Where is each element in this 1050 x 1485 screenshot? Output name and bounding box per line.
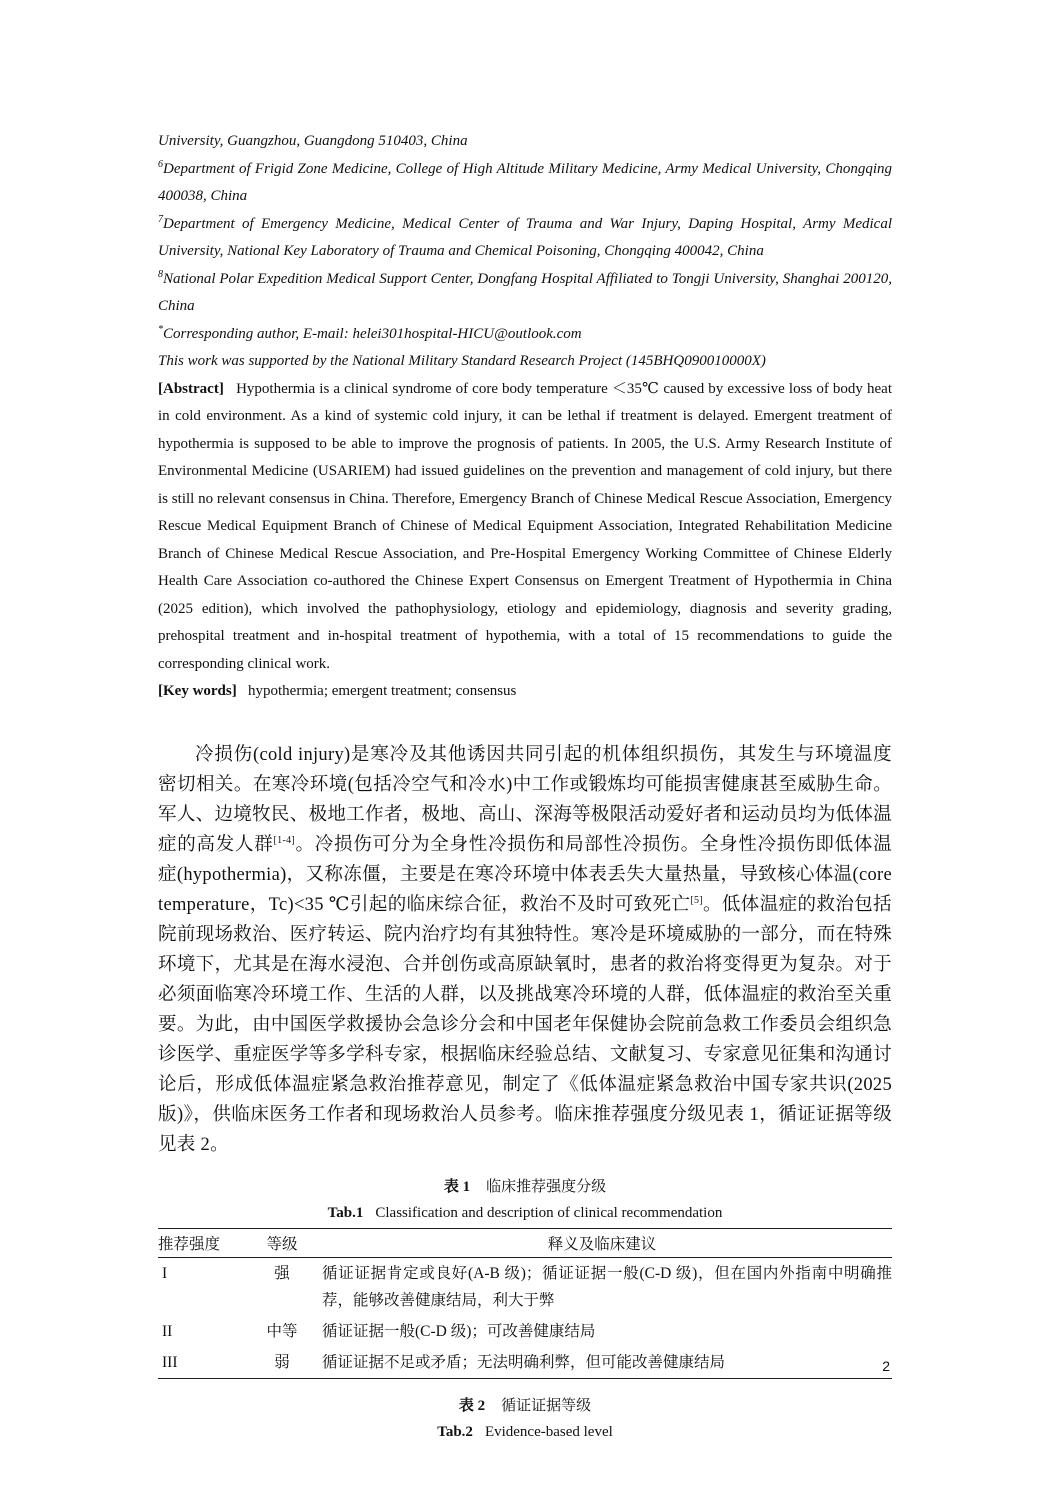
table2-caption-cn: 表 2 循证证据等级 bbox=[458, 1397, 592, 1414]
cell-strength: II bbox=[162, 1322, 173, 1340]
citation[interactable]: [5] bbox=[690, 894, 703, 906]
table-row bbox=[158, 1316, 892, 1347]
table1-caption-en: Tab.1 Classification and description of clinical recommendation bbox=[327, 1204, 723, 1221]
cell-description: 循证证据不足或矛盾；无法明确利弊，但可能改善健康结局 bbox=[312, 1347, 892, 1379]
recommendation-table bbox=[158, 1228, 892, 1379]
table-row bbox=[158, 1347, 892, 1379]
keywords-text: hypothermia; emergent treatment; consensus bbox=[248, 683, 517, 699]
keywords-label: [Key words] bbox=[158, 683, 237, 699]
abstract bbox=[158, 376, 892, 679]
citation[interactable]: [1-4] bbox=[273, 834, 296, 846]
cell-strength: III bbox=[158, 1347, 252, 1379]
cell-description: 循证证据一般(C-D 级)；可改善健康结局 bbox=[322, 1322, 596, 1340]
cell-grade: 弱 bbox=[252, 1347, 312, 1379]
table-header-row bbox=[158, 1228, 892, 1257]
affiliation-line: $^7$Department of Emergency Medicine, Medical Center of Trauma and War Injury, Daping Hospital, Army Medical University, National Key Laboratory of Trauma and Chemical Poisoning, Chongqing 400042, China bbox=[158, 213, 892, 259]
cell-grade: 中等 bbox=[266, 1322, 298, 1340]
header-strength: 推荐强度 bbox=[158, 1228, 252, 1257]
corresponding-author: *Corresponding author, E-mail: helei301hospital-HICU@outlook.com bbox=[158, 323, 582, 342]
header-description: 释义及临床建议 bbox=[312, 1228, 892, 1257]
page-number: 2 bbox=[882, 1358, 890, 1374]
table2-caption-en: Tab.2 Evidence-based level bbox=[437, 1423, 613, 1440]
page-content bbox=[158, 128, 892, 1445]
funding-note: This work was supported by the National Military Standard Research Project (145BHQ090010000X) bbox=[158, 353, 766, 369]
header-grade: 等级 bbox=[252, 1228, 312, 1257]
affiliation-line: $^8$National Polar Expedition Medical Support Center, Dongfang Hospital Affiliated to Tongji University, Shanghai 200120, China bbox=[158, 268, 892, 314]
keywords bbox=[158, 678, 892, 706]
affiliation-line: University, Guangzhou, Guangdong 510403, China bbox=[158, 133, 468, 149]
cell-description: 循证证据肯定或良好(A-B 级)；循证证据一般(C-D 级)，但在国内外指南中明确推荐，能够改善健康结局，利大于弊 bbox=[322, 1264, 892, 1309]
table1-caption-cn: 表 1 临床推荐强度分级 bbox=[443, 1178, 607, 1195]
abstract-label: [Abstract] bbox=[158, 380, 224, 397]
affiliation-line: $^6$Department of Frigid Zone Medicine, College of High Altitude Military Medicine, Army Medical University, Chongqing 400038, China bbox=[158, 158, 892, 204]
body-paragraph: 冷损伤(cold injury)是寒冷及其他诱因共同引起的机体组织损伤，其发生与环境温度密切相关。在寒冷环境(包括冷空气和冷水)中工作或锻炼均可能损害健康甚至威胁生命。军人、边境牧民、极地工作者，极地、高山、深海等极限活动爱好者和运动员均为低体温症的高发人群[1-4]。冷损伤可分为全身性冷损伤和局部性冷损伤。全身性冷损伤即低体温症(hypothermia)，又称冻僵，主要是在寒冷环境中体表丢失大量热量，导致核心体温(core temperature，Tc)<35 ℃引起的临床综合征，救治不及时可致死亡[5]。低体温症的救治包括院前现场救治、医疗转运、院内治疗均有其独特性。寒冷是环境威胁的一部分，而在特殊环境下，尤其是在海水浸泡、合并创伤或高原缺氧时，患者的救治将变得更为复杂。对于必须面临寒冷环境工作、生活的人群，以及挑战寒冷环境的人群，低体温症的救治至关重要。为此，由中国医学救援协会急诊分会和中国老年保健协会院前急救工作委员会组织急诊医学、重症医学等多学科专家，根据临床经验总结、文献复习、专家意见征集和沟通讨论后，形成低体温症紧急救治推荐意见，制定了《低体温症紧急救治中国专家共识(2025 版)》，供临床医务工作者和现场救治人员参考。临床推荐强度分级见表 1，循证证据等级见表 2。 bbox=[158, 744, 892, 1155]
cell-grade: 强 bbox=[274, 1264, 290, 1282]
affiliations bbox=[158, 128, 892, 376]
cell-strength: I bbox=[162, 1264, 168, 1282]
table-row bbox=[158, 1257, 892, 1316]
abstract-text: Hypothermia is a clinical syndrome of core body temperature ＜35℃ caused by excessive loss of body heat in cold environment. As a kind of systemic cold injury, it can be lethal if treatment is delayed. Emergent treatment of hypothermia is supposed to be able to improve the prognosis of patients. In 2005, the U.S. Army Research Institute of Environmental Medicine (USARIEM) had issued guidelines on the prevention and management of cold injury, but there is still no relevant consensus in China. Therefore, Emergency Branch of Chinese Medical Rescue Association, Emergency Rescue Medical Equipment Branch of Chinese of Medical Equipment Association, Integrated Rehabilitation Medicine Branch of Chinese Medical Rescue Association, and Pre-Hospital Emergency Working Committee of Chinese Elderly Health Care Association co-authored the Chinese Expert Consensus on Emergent Treatment of Hypothermia in China (2025 edition), which involved the pathophysiology, etiology and epidemiology, diagnosis and severity grading, prehospital treatment and in-hospital treatment of hypothemia, with a total of 15 recommendations to guide the corresponding clinical work. bbox=[158, 380, 892, 672]
